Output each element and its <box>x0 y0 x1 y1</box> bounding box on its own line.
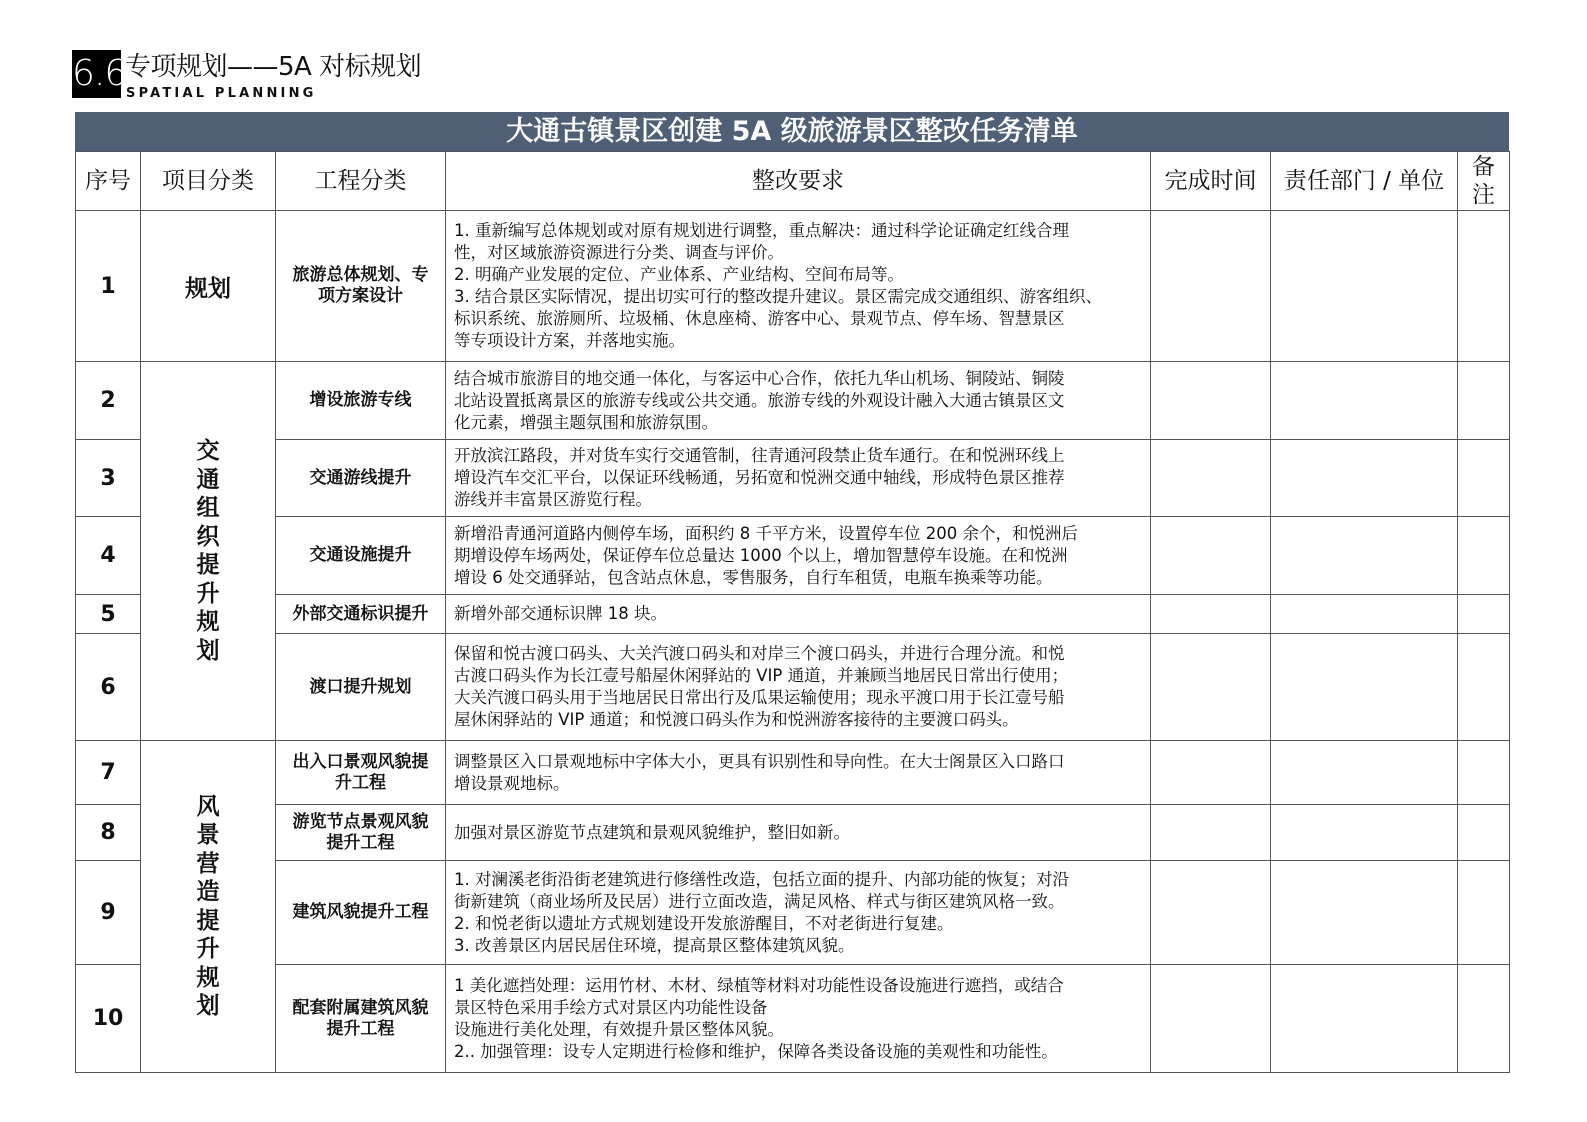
requirement-line: 1. 对澜溪老街沿街老建筑进行修缮性改造，包括立面的提升、内部功能的恢复；对沿 <box>454 869 1069 889</box>
remarks-cell[interactable] <box>1458 965 1510 1073</box>
requirement-line: 3. 结合景区实际情况，提出切实可行的整改提升建议。景区需完成交通组织、游客组织、 <box>454 287 1102 306</box>
col-header-remarks-char: 备 <box>1472 154 1495 180</box>
completion-time-cell[interactable] <box>1151 362 1271 440</box>
table-row <box>76 595 1510 634</box>
requirement-line: 2. 明确产业发展的定位、产业体系、产业结构、空间布局等。 <box>454 265 904 284</box>
remarks-cell[interactable] <box>1458 595 1510 634</box>
requirement-text <box>446 965 1151 1073</box>
requirement-line: 等专项设计方案，并落地实施。 <box>454 331 685 350</box>
page-subtitle: SPATIAL PLANNING <box>126 86 317 101</box>
col-header-no: 序号 <box>76 152 141 211</box>
table-row <box>76 741 1510 805</box>
completion-time-cell[interactable] <box>1151 805 1271 861</box>
row-number: 1 <box>76 211 141 362</box>
requirement-text <box>446 595 1151 634</box>
requirement-text <box>446 741 1151 805</box>
requirement-line: 北站设置抵离景区的旅游专线或公共交通。旅游专线的外观设计融入大通古镇景区文 <box>454 390 1065 410</box>
requirement-line: 设施进行美化处理，有效提升景区整体风貌。 <box>454 1019 784 1039</box>
table-row <box>76 440 1510 517</box>
remarks-cell[interactable] <box>1458 211 1510 362</box>
col-header-remarks-char: 注 <box>1472 182 1495 208</box>
requirement-line: 屋休闲驿站的 VIP 通道；和悦渡口码头作为和悦洲游客接待的主要渡口码头。 <box>454 710 1019 729</box>
row-number: 8 <box>76 805 141 861</box>
engineering-category-line: 配套附属建筑风貌 <box>292 997 429 1018</box>
column-header-row <box>76 152 1510 211</box>
engineering-category-line: 项方案设计 <box>318 286 403 306</box>
remarks-cell[interactable] <box>1458 440 1510 517</box>
requirement-line: 游线并丰富景区游览行程。 <box>454 490 652 509</box>
col-header-engineering-category: 工程分类 <box>276 152 446 211</box>
category-char: 造 <box>196 879 220 905</box>
engineering-category <box>276 211 446 362</box>
category-char: 划 <box>196 993 220 1019</box>
table-row <box>76 362 1510 440</box>
engineering-category-line: 出入口景观风貌提 <box>292 751 429 772</box>
completion-time-cell[interactable] <box>1151 517 1271 595</box>
row-number: 6 <box>76 634 141 741</box>
category-char: 划 <box>196 637 220 664</box>
requirement-text <box>446 634 1151 741</box>
requirement-line: 保留和悦古渡口码头、大关汽渡口码头和对岸三个渡口码头，并进行合理分流。和悦 <box>454 644 1065 663</box>
remarks-cell[interactable] <box>1458 805 1510 861</box>
engineering-category-line: 提升工程 <box>326 1018 395 1039</box>
category-char: 提 <box>196 907 220 934</box>
requirement-line: 景区特色采用手绘方式对景区内功能性设备 <box>454 997 768 1017</box>
responsible-dept-cell[interactable] <box>1271 741 1458 805</box>
responsible-dept-cell[interactable] <box>1271 595 1458 634</box>
col-header-requirement: 整改要求 <box>446 152 1151 211</box>
category-char: 通 <box>196 466 220 493</box>
remarks-cell[interactable] <box>1458 634 1510 741</box>
category-char: 组 <box>196 495 220 521</box>
engineering-category-line: 外部交通标识提升 <box>292 603 429 624</box>
requirement-text <box>446 362 1151 440</box>
engineering-category-line: 游览节点景观风貌 <box>292 811 429 832</box>
row-number: 10 <box>76 965 141 1073</box>
table-row <box>76 211 1510 362</box>
requirement-line: 期增设停车场两处，保证停车位总量达 1000 个以上，增加智慧停车设施。在和悦洲 <box>454 545 1068 565</box>
responsible-dept-cell[interactable] <box>1271 517 1458 595</box>
row-number: 2 <box>76 362 141 440</box>
project-category-traffic <box>141 362 276 741</box>
engineering-category-line: 旅游总体规划、专 <box>292 265 429 285</box>
requirement-line: 大关汽渡口码头用于当地居民日常出行及瓜果运输使用；现永平渡口用于长江壹号船 <box>454 688 1065 707</box>
requirement-text <box>446 211 1151 362</box>
requirement-line: 标识系统、旅游厕所、垃圾桶、休息座椅、游客中心、景观节点、停车场、智慧景区 <box>454 309 1065 328</box>
requirement-line: 1. 重新编写总体规划或对原有规划进行调整，重点解决：通过科学论证确定红线合理 <box>454 221 1069 240</box>
engineering-category-line: 增设旅游专线 <box>309 390 412 410</box>
table-row <box>76 634 1510 741</box>
category-char: 规 <box>196 964 220 991</box>
category-char: 升 <box>196 580 220 607</box>
engineering-category <box>276 805 446 861</box>
category-char: 景 <box>196 822 220 848</box>
completion-time-cell[interactable] <box>1151 440 1271 517</box>
requirement-line: 古渡口码头作为长江壹号船屋休闲驿站的 VIP 通道，并兼顾当地居民日常出行使用； <box>454 666 1069 685</box>
engineering-category-line: 建筑风貌提升工程 <box>292 902 429 922</box>
engineering-category-line: 渡口提升规划 <box>309 676 412 697</box>
responsible-dept-cell[interactable] <box>1271 634 1458 741</box>
requirement-line: 2. 和悦老街以遗址方式规划建设开发旅游醒目，不对老街进行复建。 <box>454 913 954 933</box>
requirement-text <box>446 861 1151 965</box>
responsible-dept-cell[interactable] <box>1271 362 1458 440</box>
table-row <box>76 517 1510 595</box>
category-char: 交 <box>196 438 220 464</box>
remarks-cell[interactable] <box>1458 861 1510 965</box>
project-category-planning: 规划 <box>141 211 276 362</box>
completion-time-cell[interactable] <box>1151 741 1271 805</box>
engineering-category <box>276 634 446 741</box>
engineering-category <box>276 965 446 1073</box>
responsible-dept-cell[interactable] <box>1271 965 1458 1073</box>
category-char: 风 <box>196 793 220 820</box>
table-row <box>76 861 1510 965</box>
category-char: 营 <box>196 850 220 877</box>
remarks-cell[interactable] <box>1458 362 1510 440</box>
requirement-text <box>446 517 1151 595</box>
table-row <box>76 805 1510 861</box>
requirement-line: 2.. 加强管理：设专人定期进行检修和维护，保障各类设备设施的美观性和功能性。 <box>454 1041 1058 1061</box>
col-header-completion-time: 完成时间 <box>1151 152 1271 211</box>
col-header-remarks <box>1458 152 1510 211</box>
requirement-line: 街新建筑（商业场所及民居）进行立面改造，满足风格、样式与街区建筑风格一致。 <box>454 891 1065 911</box>
requirement-text <box>446 805 1151 861</box>
row-number: 4 <box>76 517 141 595</box>
engineering-category-line: 交通游线提升 <box>309 467 412 488</box>
col-header-project-category: 项目分类 <box>141 152 276 211</box>
requirement-line: 3. 改善景区内居民居住环境，提高景区整体建筑风貌。 <box>454 935 855 955</box>
page-title: 专项规划——5A 对标规划 <box>125 52 422 82</box>
project-category-scenery <box>141 741 276 1073</box>
requirement-line: 加强对景区游览节点建筑和景观风貌维护，整旧如新。 <box>454 822 850 842</box>
section-number: 6.6 <box>72 50 121 98</box>
row-number: 5 <box>76 595 141 634</box>
completion-time-cell[interactable] <box>1151 211 1271 362</box>
engineering-category <box>276 595 446 634</box>
requirement-text <box>446 440 1151 517</box>
completion-time-cell[interactable] <box>1151 965 1271 1073</box>
category-char: 升 <box>196 936 220 962</box>
requirement-line: 新增外部交通标识牌 18 块。 <box>454 604 667 623</box>
responsible-dept-cell[interactable] <box>1271 861 1458 965</box>
requirement-line: 增设景观地标。 <box>454 773 570 793</box>
engineering-category <box>276 741 446 805</box>
requirement-line: 新增沿青通河道路内侧停车场，面积约 8 千平方米，设置停车位 200 余个，和悦洲后 <box>454 523 1078 543</box>
remarks-cell[interactable] <box>1458 517 1510 595</box>
requirement-line: 增设汽车交汇平台，以保证环线畅通，另拓宽和悦洲交通中轴线，形成特色景区推荐 <box>454 468 1065 487</box>
engineering-category-line: 交通设施提升 <box>309 545 412 565</box>
requirement-line: 性，对区域旅游资源进行分类、调查与评价。 <box>454 243 784 262</box>
responsible-dept-cell[interactable] <box>1271 211 1458 362</box>
engineering-category <box>276 861 446 965</box>
engineering-category <box>276 362 446 440</box>
category-char: 提 <box>196 552 220 578</box>
engineering-category <box>276 517 446 595</box>
table-title: 大通古镇景区创建 5A 级旅游景区整改任务清单 <box>75 112 1509 151</box>
responsible-dept-cell[interactable] <box>1271 440 1458 517</box>
task-table <box>75 151 1510 1073</box>
requirement-line: 增设 6 处交通驿站，包含站点休息，零售服务，自行车租赁，电瓶车换乘等功能。 <box>454 567 1053 587</box>
table-row <box>76 965 1510 1073</box>
category-char: 规 <box>196 609 220 635</box>
requirement-line: 开放滨江路段，并对货车实行交通管制，往青通河段禁止货车通行。在和悦洲环线上 <box>454 446 1065 465</box>
responsible-dept-cell[interactable] <box>1271 805 1458 861</box>
engineering-category-line: 提升工程 <box>326 832 395 853</box>
category-char: 织 <box>196 523 220 550</box>
row-number: 9 <box>76 861 141 965</box>
engineering-category-line: 升工程 <box>335 772 386 793</box>
remarks-cell[interactable] <box>1458 741 1510 805</box>
engineering-category <box>276 440 446 517</box>
requirement-line: 1 美化遮挡处理：运用竹材、木材、绿植等材料对功能性设备设施进行遮挡，或结合 <box>454 975 1064 995</box>
completion-time-cell[interactable] <box>1151 861 1271 965</box>
row-number: 3 <box>76 440 141 517</box>
requirement-line: 化元素，增强主题氛围和旅游氛围。 <box>454 412 718 432</box>
completion-time-cell[interactable] <box>1151 634 1271 741</box>
row-number: 7 <box>76 741 141 805</box>
completion-time-cell[interactable] <box>1151 595 1271 634</box>
requirement-line: 调整景区入口景观地标中字体大小，更具有识别性和导向性。在大士阁景区入口路口 <box>454 751 1065 771</box>
col-header-responsible-dept: 责任部门 / 单位 <box>1271 152 1458 211</box>
requirement-line: 结合城市旅游目的地交通一体化，与客运中心合作，依托九华山机场、铜陵站、铜陵 <box>454 368 1065 388</box>
